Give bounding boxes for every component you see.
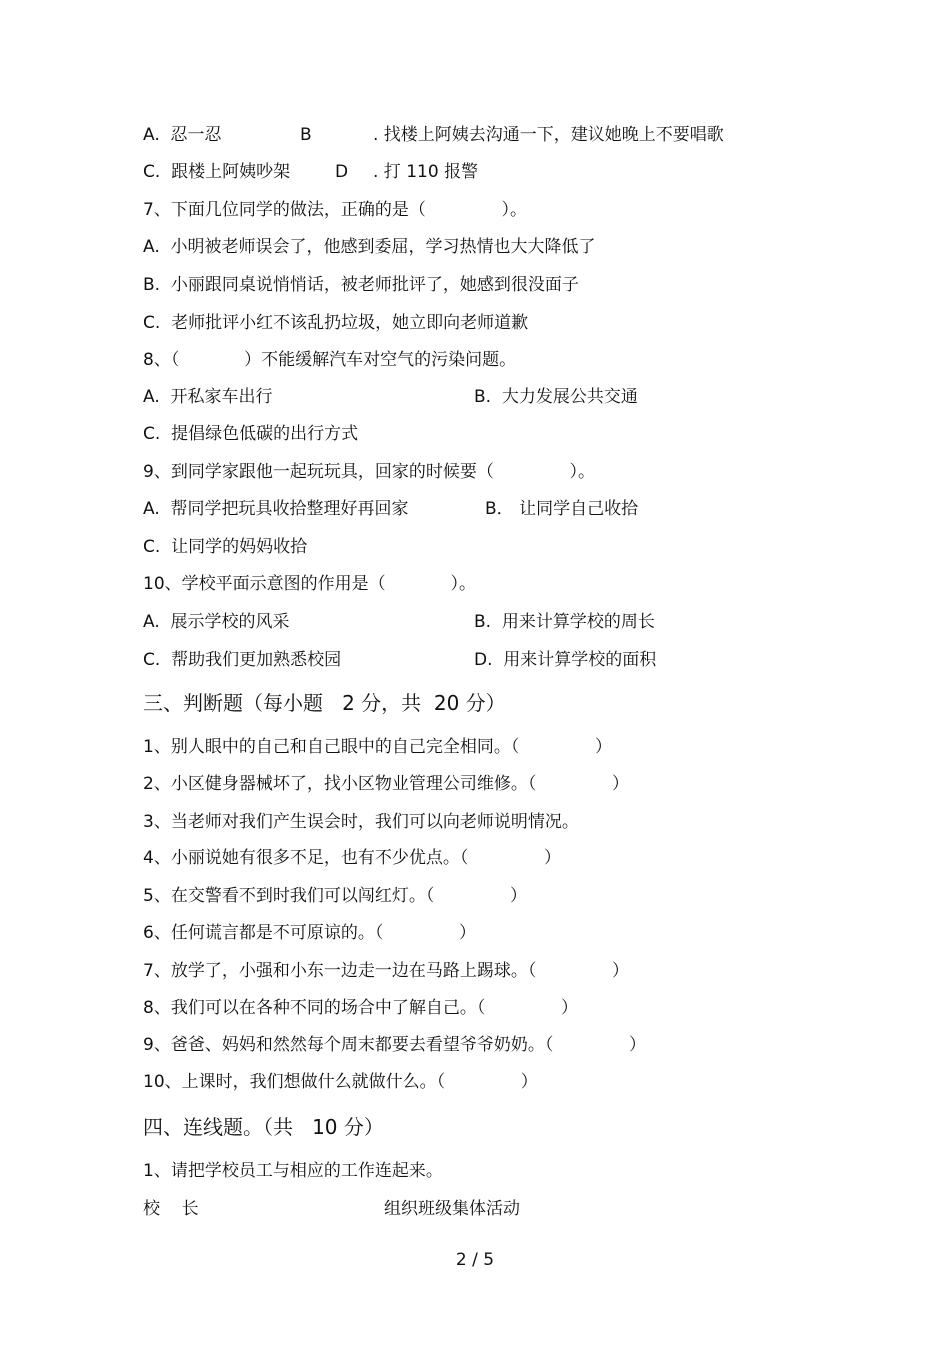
q10-option-d: D. 用来计算学校的面积 [474, 650, 657, 670]
match-question-1: 1、请把学校员工与相应的工作连起来。 [143, 1161, 443, 1181]
q7-stem: 7、下面几位同学的做法，正确的是（ ）。 [143, 200, 527, 220]
q7-option-a: A. 小明被老师误会了，他感到委屈，学习热情也大大降低了 [143, 237, 596, 257]
q9-option-c: C. 让同学的妈妈收拾 [143, 537, 308, 557]
q10-stem: 10、学校平面示意图的作用是（ ）。 [143, 574, 476, 594]
judge-item-1: 1、别人眼中的自己和自己眼中的自己完全相同。（ ） [143, 737, 612, 757]
match-left-item: 校 长 [143, 1199, 199, 1219]
q10-option-a: A. 展示学校的风采 [143, 612, 290, 632]
judge-item-5: 5、在交警看不到时我们可以闯红灯。（ ） [143, 886, 527, 906]
section-4-heading: 四、连线题。（共 10 分） [143, 1115, 384, 1139]
q8-option-b: B. 大力发展公共交通 [474, 387, 638, 407]
q8-stem: 8、（ ）不能缓解汽车对空气的污染问题。 [143, 350, 517, 370]
judge-item-6: 6、任何谎言都是不可原谅的。（ ） [143, 923, 476, 943]
q7-option-b: B. 小丽跟同桌说悄悄话，被老师批评了，她感到很没面子 [143, 275, 579, 295]
judge-item-10: 10、上课时，我们想做什么就做什么。（ ） [143, 1072, 538, 1092]
q6-option-d: . 打 110 报警 [373, 162, 479, 182]
match-right-item: 组织班级集体活动 [384, 1199, 520, 1219]
q6-option-a: A. 忍一忍 [143, 125, 222, 145]
judge-item-8: 8、我们可以在各种不同的场合中了解自己。（ ） [143, 998, 578, 1018]
page-number: 2 / 5 [455, 1250, 495, 1270]
q10-option-b: B. 用来计算学校的周长 [474, 612, 655, 632]
section-3-heading: 三、判断题（每小题 2 分，共 20 分） [143, 691, 506, 715]
q6-option-c: C. 跟楼上阿姨吵架 [143, 162, 291, 182]
judge-item-9: 9、爸爸、妈妈和然然每个周末都要去看望爷爷奶奶。（ ） [143, 1035, 646, 1055]
q6-option-d-letter: D [335, 162, 349, 182]
judge-item-7: 7、放学了，小强和小东一边走一边在马路上踢球。（ ） [143, 961, 629, 981]
q9-option-b: B． 让同学自己收拾 [485, 499, 639, 519]
judge-item-3: 3、当老师对我们产生误会时，我们可以向老师说明情况。 [143, 812, 579, 832]
q10-option-c: C. 帮助我们更加熟悉校园 [143, 650, 342, 670]
q6-option-b: . 找楼上阿姨去沟通一下，建议她晚上不要唱歌 [373, 125, 724, 145]
q9-option-a: A. 帮同学把玩具收拾整理好再回家 [143, 499, 409, 519]
q9-stem: 9、到同学家跟他一起玩玩具，回家的时候要（ ）。 [143, 462, 595, 482]
q7-option-c: C. 老师批评小红不该乱扔垃圾，她立即向老师道歉 [143, 313, 529, 333]
judge-item-2: 2、小区健身器械坏了，找小区物业管理公司维修。（ ） [143, 774, 629, 794]
judge-item-4: 4、小丽说她有很多不足，也有不少优点。（ ） [143, 848, 561, 868]
q8-option-c: C. 提倡绿色低碳的出行方式 [143, 424, 359, 444]
q8-option-a: A. 开私家车出行 [143, 387, 273, 407]
q6-option-b-letter: B [300, 125, 312, 145]
